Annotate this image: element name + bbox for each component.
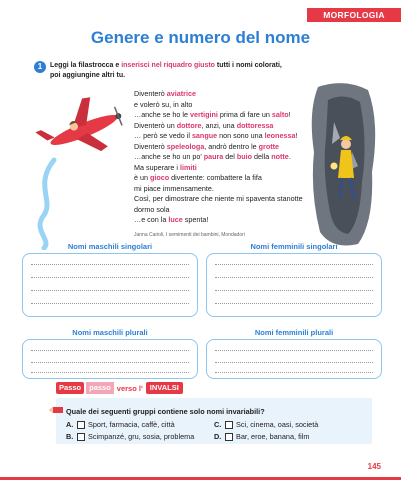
writing-line[interactable] [31, 277, 189, 278]
poem-text: Ma superare i [134, 162, 180, 172]
answer-box-fem-sing[interactable] [206, 253, 382, 317]
colored-noun: vertigini [189, 110, 218, 119]
poem-credit: Janna Carioli, I semimenti dei bambini, Mondadori [134, 232, 245, 238]
writing-line[interactable] [31, 290, 189, 291]
colored-noun: salto [271, 110, 289, 119]
poem-text: dormo sola [134, 204, 170, 214]
writing-line[interactable] [215, 303, 373, 304]
writing-line[interactable] [215, 362, 373, 363]
quiz-question: Quale dei seguenti gruppi contiene solo nomi invariabili? [66, 407, 265, 416]
instruction-text: Leggi la filastrocca e [50, 62, 122, 69]
poem-text: Diventerò un [134, 120, 177, 130]
section-tag: MORFOLOGIA [307, 8, 401, 22]
poem-line [134, 89, 309, 100]
page-title: Genere e numero del nome [90, 28, 311, 47]
option-letter: B. [66, 432, 74, 441]
poem-line [134, 121, 309, 132]
writing-line[interactable] [31, 362, 189, 363]
poem-text: della [252, 152, 272, 161]
option-letter: D. [214, 432, 222, 441]
option-checkbox[interactable] [225, 421, 233, 429]
answer-box-fem-plur[interactable] [206, 339, 382, 379]
colored-noun: gioco [150, 173, 170, 182]
answer-box-masc-sing[interactable] [22, 253, 198, 317]
writing-line[interactable] [31, 350, 189, 351]
writing-line[interactable] [215, 290, 373, 291]
poem-text: Così, per dimostrare che niente mi spaventa stanotte [134, 194, 303, 203]
banner-passo-2: passo [86, 382, 114, 394]
poem-text: …anche se ho le [134, 110, 190, 119]
poem-text: …e con la [134, 215, 169, 224]
writing-line[interactable] [215, 264, 373, 265]
poem-text: del [223, 152, 237, 161]
page-number: 145 [367, 462, 381, 471]
writing-line[interactable] [215, 350, 373, 351]
poem-text: Diventerò [134, 141, 167, 151]
invalsi-banner [56, 382, 183, 394]
poem [134, 89, 309, 226]
poem-text: , andrò dentro le [204, 141, 259, 151]
poem-text: non sono una [217, 131, 265, 140]
poem-line [134, 184, 309, 195]
option-checkbox[interactable] [225, 433, 233, 441]
colored-noun: limiti [179, 162, 197, 172]
instruction-highlight: inserisci nel riquadro giusto [121, 62, 215, 69]
poem-text: …anche se ho un po' [134, 152, 204, 161]
option-b[interactable] [66, 432, 194, 441]
colored-noun: dottoressa [236, 120, 274, 130]
colored-noun: aviatrice [166, 89, 196, 98]
poem-line [134, 194, 309, 205]
poem-text: prima di fare un [217, 110, 272, 119]
colored-noun: notte [271, 152, 289, 161]
option-checkbox[interactable] [77, 421, 85, 429]
colored-noun: dottore [176, 120, 202, 130]
poem-text: ! [288, 110, 291, 119]
poem-text: , anzi, una [201, 120, 237, 130]
option-d[interactable] [214, 432, 309, 441]
colored-noun: buio [236, 152, 253, 161]
poem-line [134, 215, 309, 226]
poem-text: è un [134, 173, 150, 182]
cave-illustration [308, 82, 380, 247]
poem-text: mi piace immensamente. [134, 183, 214, 193]
instruction-text: tutti i nomi colorati, [214, 62, 282, 69]
option-text: Scimpanzé, gru, sosia, problema [88, 432, 195, 441]
box-title-masc-sing: Nomi maschili singolari [67, 242, 153, 251]
poem-line [134, 163, 309, 174]
banner-invalsi: INVALSI [146, 382, 183, 394]
writing-line[interactable] [31, 372, 189, 373]
poem-line [134, 100, 309, 111]
banner-verso: verso l' [116, 383, 143, 393]
colored-noun: sangue [191, 131, 218, 140]
poem-text: ! [295, 131, 298, 140]
writing-line[interactable] [215, 372, 373, 373]
option-text: Bar, eroe, banana, film [236, 432, 310, 441]
option-a[interactable] [66, 420, 175, 429]
poem-line [134, 142, 309, 153]
poem-line [134, 131, 309, 142]
poem-line [134, 205, 309, 216]
pencil-icon [49, 407, 63, 413]
option-text: Sci, cinema, oasi, società [236, 420, 319, 429]
colored-noun: grotte [258, 141, 280, 151]
writing-line[interactable] [215, 277, 373, 278]
box-title-fem-plur: Nomi femminili plurali [254, 328, 334, 337]
box-title-masc-plur: Nomi maschili plurali [72, 328, 148, 337]
option-checkbox[interactable] [77, 433, 85, 441]
colored-noun: luce [168, 215, 183, 224]
colored-noun: speleologa [166, 141, 205, 151]
option-text: Sport, farmacia, caffè, città [88, 420, 175, 429]
exercise-instruction [50, 61, 340, 81]
poem-line [134, 110, 309, 121]
poem-text: . [288, 152, 291, 161]
answer-box-masc-plur[interactable] [22, 339, 198, 379]
poem-text: … però se vedo il [134, 131, 192, 140]
writing-line[interactable] [31, 303, 189, 304]
banner-passo: Passo [56, 382, 84, 394]
poem-text: e volerò su, in alto [134, 99, 193, 109]
colored-noun: paura [203, 152, 224, 161]
exercise-number: 1 [34, 61, 46, 73]
airplane-illustration [24, 90, 136, 250]
writing-line[interactable] [31, 264, 189, 265]
poem-text: spenta! [182, 215, 209, 224]
option-letter: A. [66, 420, 74, 429]
colored-noun: leonessa [264, 131, 296, 140]
poem-line [134, 173, 309, 184]
poem-text: divertente: combattere la fifa [169, 173, 262, 182]
instruction-text: poi aggiungine altri tu. [50, 72, 126, 79]
box-title-fem-sing: Nomi femminili singolari [250, 242, 338, 251]
option-c[interactable] [214, 420, 318, 429]
poem-line [134, 152, 309, 163]
option-letter: C. [214, 420, 222, 429]
poem-text: Diventerò [134, 89, 167, 98]
